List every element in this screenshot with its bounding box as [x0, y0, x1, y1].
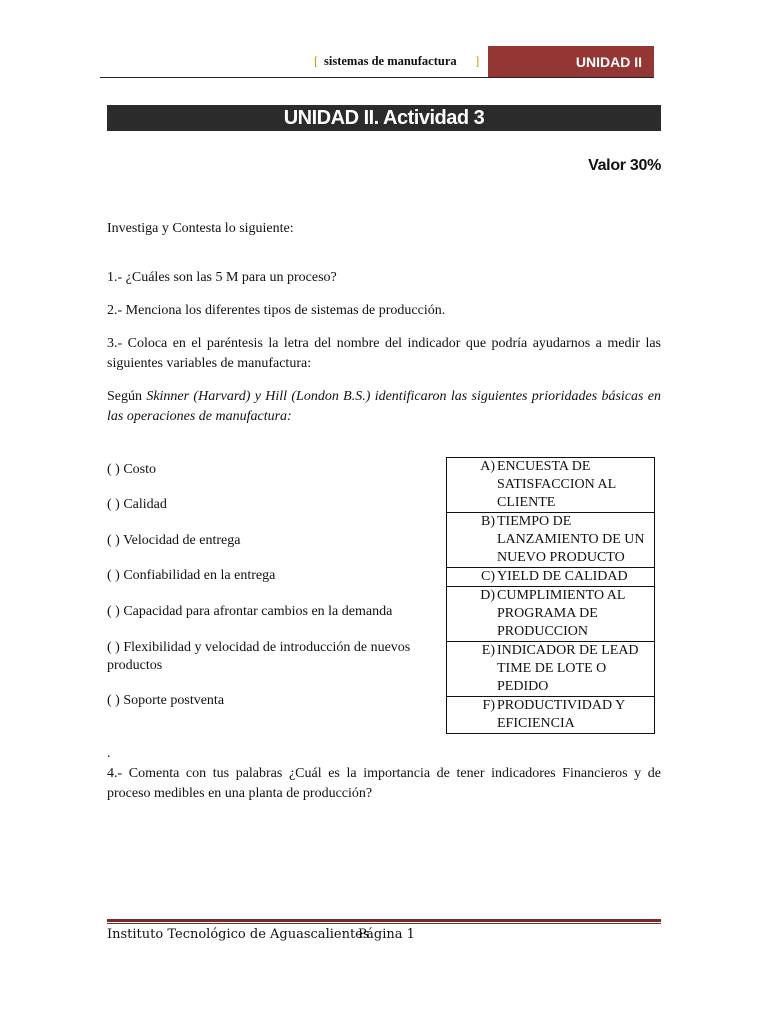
- question-3: 3.- Coloca en el paréntesis la letra del nombre del indicador que podría ayudarnos a medir las siguientes variables de manufactura:: [107, 336, 661, 371]
- indicator-text: PRODUCTIVIDAD Y EFICIENCIA: [497, 698, 625, 731]
- footer-institution: Instituto Tecnológico de Aguascalientes: [107, 927, 370, 942]
- indicator-letter: B): [481, 514, 495, 529]
- indicator-letter: D): [480, 588, 495, 603]
- indicator-letter: C): [481, 569, 495, 584]
- indicator-row-d: [447, 586, 654, 641]
- header-divider: [100, 77, 654, 78]
- priority-item-4: ( ) Confiabilidad en la entrega: [107, 568, 276, 583]
- question-1: 1.- ¿Cuáles son las 5 M para un proceso?: [107, 270, 337, 285]
- header-bracket-close: ]: [475, 53, 480, 68]
- indicator-text: ENCUESTA DE SATISFACCION AL CLIENTE: [497, 459, 616, 510]
- separator-dot: .: [107, 746, 111, 761]
- priority-item-5: ( ) Capacidad para afrontar cambios en la demanda: [107, 604, 393, 619]
- header-unit-label: UNIDAD II: [575, 54, 642, 70]
- page-title: UNIDAD II. Actividad 3: [107, 105, 661, 131]
- value-label: Valor 30%: [588, 157, 661, 174]
- indicator-row-a: [447, 458, 654, 512]
- indicator-table: [446, 457, 655, 734]
- footer-rule-thin: [107, 923, 661, 924]
- indicator-letter: F): [482, 698, 495, 713]
- footer-rule-thick: [107, 919, 661, 922]
- indicator-row-c: [447, 567, 654, 586]
- indicator-text: INDICADOR DE LEAD TIME DE LOTE O PEDIDO: [497, 643, 639, 694]
- question-3-note: [107, 387, 661, 427]
- indicator-row-e: [447, 641, 654, 696]
- indicator-text: YIELD DE CALIDAD: [497, 569, 628, 584]
- priority-item-7: ( ) Soporte postventa: [107, 693, 225, 708]
- header-bracket-open: [: [314, 53, 319, 68]
- note-italic: Skinner (Harvard) y Hill (London B.S.) identificaron las siguientes prioridades básicas en las operaciones de manufactura:: [107, 389, 661, 424]
- indicator-row-b: [447, 512, 654, 567]
- priority-item-1: ( ) Costo: [107, 462, 156, 477]
- priority-item-3: ( ) Velocidad de entrega: [107, 533, 241, 548]
- question-4: 4.- Comenta con tus palabras ¿Cuál es la importancia de tener indicadores Financieros y de proceso medibles en una planta de producción?: [107, 766, 661, 801]
- priority-item-2: ( ) Calidad: [107, 497, 167, 512]
- indicator-letter: A): [480, 459, 495, 474]
- priority-item-6: ( ) Flexibilidad y velocidad de introducción de nuevos productos: [107, 640, 411, 673]
- note-prefix: Según: [107, 389, 147, 404]
- header-subject: sistemas de manufactura: [324, 54, 457, 68]
- indicator-text: CUMPLIMIENTO AL PROGRAMA DE PRODUCCION: [497, 588, 625, 639]
- indicator-row-f: [447, 696, 654, 733]
- indicator-letter: E): [481, 643, 495, 658]
- intro-text: Investiga y Contesta lo siguiente:: [107, 221, 294, 236]
- indicator-text: TIEMPO DE LANZAMIENTO DE UN NUEVO PRODUCTO: [497, 514, 645, 565]
- question-2: 2.- Menciona los diferentes tipos de sistemas de producción.: [107, 303, 446, 318]
- footer-page-number: Página 1: [358, 927, 415, 942]
